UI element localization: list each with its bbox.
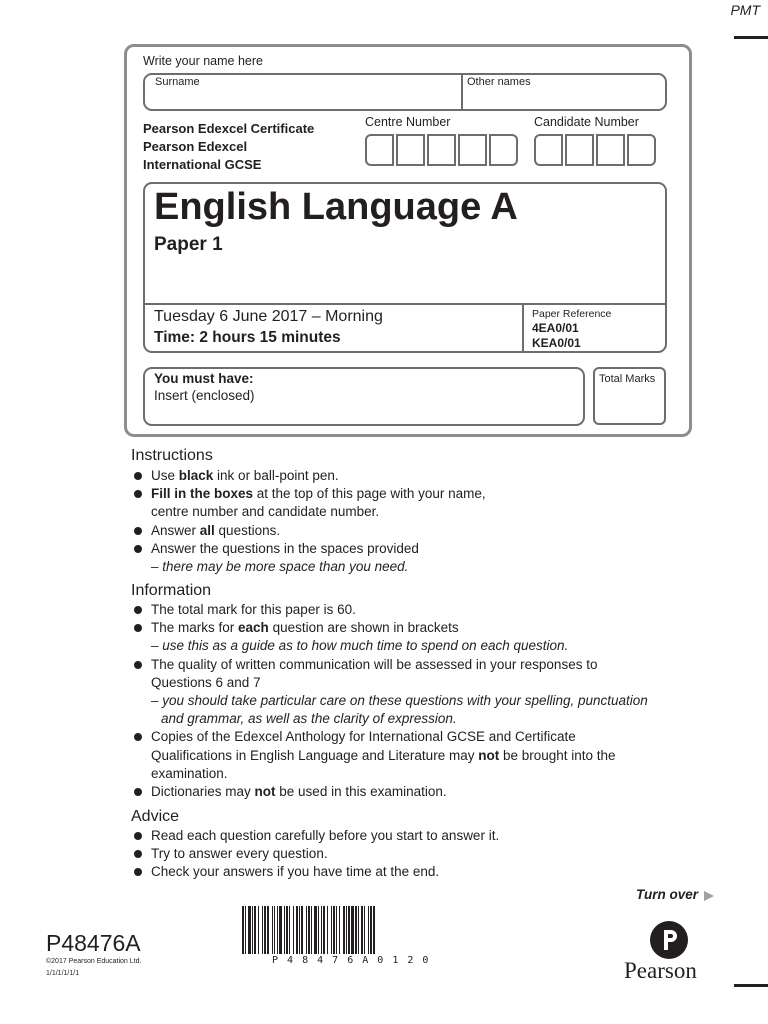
paper-reference: KEA0/01 [532, 336, 581, 350]
digit-box[interactable] [627, 134, 656, 166]
list-item: The quality of written communication will be assessed in your responses to Questions 6 and 7 – you should take particular care on these questions with your spelling, punctuation and grammar, as well as the clarity of expression. [131, 656, 761, 729]
candidate-number-boxes[interactable] [534, 134, 656, 166]
write-name-label: Write your name here [143, 54, 263, 68]
list-item: Try to answer every question. [131, 845, 751, 863]
registration-mark [734, 36, 768, 39]
barcode-text: P 4 8 4 7 6 A 0 1 2 0 [272, 955, 430, 966]
exam-date: Tuesday 6 June 2017 – Morning [154, 308, 383, 325]
must-have-box [143, 367, 585, 426]
digit-box[interactable] [565, 134, 594, 166]
list-item: Fill in the boxes at the top of this page with your name, centre number and candidate number. [131, 485, 751, 521]
bullet [134, 868, 142, 876]
digit-box[interactable] [427, 134, 456, 166]
total-marks-box[interactable] [593, 367, 666, 425]
pearson-brand: Pearson [624, 958, 697, 983]
copyright: ©2017 Pearson Education Ltd. [46, 958, 142, 965]
list-item: Check your answers if you have time at the end. [131, 863, 751, 881]
bullet [134, 733, 142, 741]
instructions-list [131, 467, 751, 576]
batch-number: 1/1/1/1/1/1 [46, 970, 80, 977]
title-divider [145, 303, 665, 305]
surname-label: Surname [155, 76, 200, 88]
total-marks-label: Total Marks [599, 373, 656, 385]
centre-number-boxes[interactable] [365, 134, 518, 166]
paper-title: Paper 1 [154, 234, 223, 255]
qualification-block [143, 120, 314, 174]
centre-number-label: Centre Number [365, 115, 451, 129]
pearson-p-logo-icon [649, 920, 689, 960]
bullet [134, 624, 142, 632]
advice-heading: Advice [131, 808, 180, 825]
name-divider [461, 75, 463, 109]
digit-box[interactable] [365, 134, 394, 166]
bullet [134, 472, 142, 480]
exam-time: Time: 2 hours 15 minutes [154, 329, 341, 346]
barcode-bar [375, 906, 376, 954]
bullet [134, 832, 142, 840]
must-have-item: Insert (enclosed) [154, 388, 255, 403]
digit-box[interactable] [458, 134, 487, 166]
bullet [134, 850, 142, 858]
information-list [131, 601, 761, 801]
must-have-label: You must have: [154, 371, 254, 386]
name-box [143, 73, 667, 111]
bullet [134, 490, 142, 498]
information-heading: Information [131, 582, 212, 599]
other-names-label: Other names [467, 76, 531, 88]
bullet [134, 661, 142, 669]
turn-over-arrow-icon [704, 891, 714, 901]
list-item: Copies of the Edexcel Anthology for International GCSE and Certificate Qualifications in English Language and Literature may not be brought into the examination. [131, 728, 761, 783]
list-item: Answer the questions in the spaces provided – there may be more space than you need. [131, 540, 751, 576]
digit-box[interactable] [489, 134, 518, 166]
title-box [143, 182, 667, 353]
list-item: Dictionaries may not be used in this examination. [131, 783, 761, 801]
registration-mark [734, 984, 768, 987]
advice-list [131, 827, 751, 882]
paper-code: P48476A [46, 930, 141, 956]
qualification-line: International GCSE [143, 157, 262, 172]
qualification-line: Pearson Edexcel Certificate [143, 121, 315, 136]
list-item: Use black ink or ball-point pen. [131, 467, 751, 485]
bullet [134, 606, 142, 614]
digit-box[interactable] [534, 134, 563, 166]
paper-reference: 4EA0/01 [532, 321, 579, 335]
turn-over-label: Turn over [636, 887, 699, 902]
pmt-label: PMT [730, 2, 760, 18]
subject-title: English Language A [154, 186, 518, 228]
qualification-line: Pearson Edexcel [143, 139, 248, 154]
bullet [134, 527, 142, 535]
instructions-heading: Instructions [131, 447, 213, 464]
list-item: Read each question carefully before you start to answer it. [131, 827, 751, 845]
list-item: The marks for each question are shown in brackets – use this as a guide as to how much time to spend on each question. [131, 619, 761, 655]
bullet [134, 545, 142, 553]
candidate-number-label: Candidate Number [534, 115, 639, 129]
paper-reference-label: Paper Reference [532, 308, 612, 320]
list-item: Answer all questions. [131, 522, 751, 540]
bullet [134, 788, 142, 796]
list-item: The total mark for this paper is 60. [131, 601, 761, 619]
barcode [242, 904, 494, 954]
digit-box[interactable] [396, 134, 425, 166]
digit-box[interactable] [596, 134, 625, 166]
ref-divider [522, 305, 524, 351]
